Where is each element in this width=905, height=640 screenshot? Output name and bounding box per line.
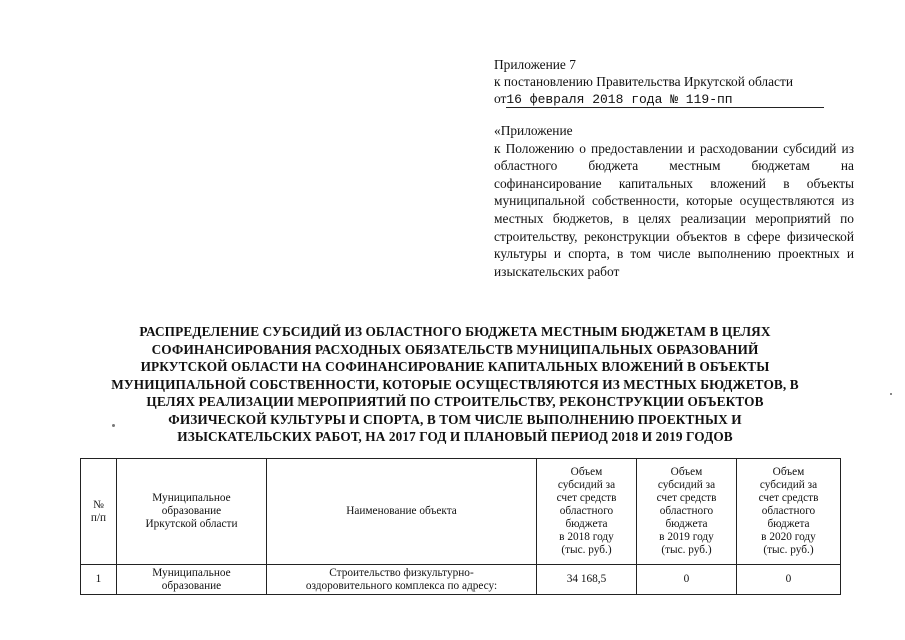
header-2020: Объем субсидий за счет средств областного бюджета в 2020 году (тыс. руб.) — [737, 459, 841, 565]
date-prefix: от — [494, 91, 507, 106]
title-line: РАСПРЕДЕЛЕНИЕ СУБСИДИЙ ИЗ ОБЛАСТНОГО БЮДЖЕТА МЕСТНЫМ БЮДЖЕТАМ В ЦЕЛЯХ — [139, 324, 771, 339]
cell-2020: 0 — [737, 565, 841, 595]
cell-object: Строительство физкультурно- оздоровительного комплекса по адресу: — [267, 565, 537, 595]
cell-num: 1 — [81, 565, 117, 595]
appendix-date-line — [494, 90, 854, 108]
document-title — [80, 323, 830, 446]
cell-municipality: Муниципальное образование — [117, 565, 267, 595]
table-row — [81, 565, 841, 595]
header-num: № п/п — [81, 459, 117, 565]
appendix-number: Приложение 7 — [494, 57, 576, 72]
title-line: ИЗЫСКАТЕЛЬСКИХ РАБОТ, НА 2017 ГОД И ПЛАНОВЫЙ ПЕРИОД 2018 И 2019 ГОДОВ — [177, 429, 733, 444]
cell-2019: 0 — [637, 565, 737, 595]
title-line: СОФИНАНСИРОВАНИЯ РАСХОДНЫХ ОБЯЗАТЕЛЬСТВ МУНИЦИПАЛЬНЫХ ОБРАЗОВАНИЙ — [151, 341, 759, 357]
header-municipality: Муниципальное образование Иркутской области — [117, 459, 267, 565]
title-line: МУНИЦИПАЛЬНОЙ СОБСТВЕННОСТИ, КОТОРЫЕ ОСУЩЕСТВЛЯЮТСЯ ИЗ МЕСТНЫХ БЮДЖЕТОВ, В — [111, 376, 799, 392]
regulation-block — [494, 122, 854, 280]
resolution-date: 16 февраля 2018 года № 119-пп — [506, 93, 824, 108]
title-line: ИРКУТСКОЙ ОБЛАСТИ НА СОФИНАНСИРОВАНИЕ КАПИТАЛЬНЫХ ВЛОЖЕНИЙ В ОБЪЕКТЫ — [140, 359, 770, 374]
title-line: ФИЗИЧЕСКОЙ КУЛЬТУРЫ И СПОРТА, В ТОМ ЧИСЛЕ ВЫПОЛНЕНИЮ ПРОЕКТНЫХ И — [168, 411, 742, 427]
title-line: ЦЕЛЯХ РЕАЛИЗАЦИИ МЕРОПРИЯТИЙ ПО СТРОИТЕЛЬСТВУ, РЕКОНСТРУКЦИИ ОБЪЕКТОВ — [146, 394, 764, 409]
header-object: Наименование объекта — [267, 459, 537, 565]
subsidy-table — [80, 458, 841, 595]
appendix-block — [494, 56, 854, 108]
scan-speck — [112, 424, 115, 427]
header-2018: Объем субсидий за счет средств областного бюджета в 2018 году (тыс. руб.) — [537, 459, 637, 565]
header-2019: Объем субсидий за счет средств областного бюджета в 2019 году (тыс. руб.) — [637, 459, 737, 565]
table-header-row — [81, 459, 841, 565]
scan-speck — [890, 393, 892, 395]
cell-2018: 34 168,5 — [537, 565, 637, 595]
appendix-resolution: к постановлению Правительства Иркутской области — [494, 74, 794, 89]
regulation-heading: «Приложение — [494, 123, 573, 138]
regulation-body: к Положению о предоставлении и расходовании субсидий из областного бюджета местным бюджетам на софинансирование капитальных вложений в объекты муниципальной собственности, которые осуществляются из местных бюджетов, в целях реализации мероприятий по строительству, реконструкции объектов в сфере физической культуры и спорта, в том числе выполнению проектных и изыскательских работ — [494, 140, 854, 279]
